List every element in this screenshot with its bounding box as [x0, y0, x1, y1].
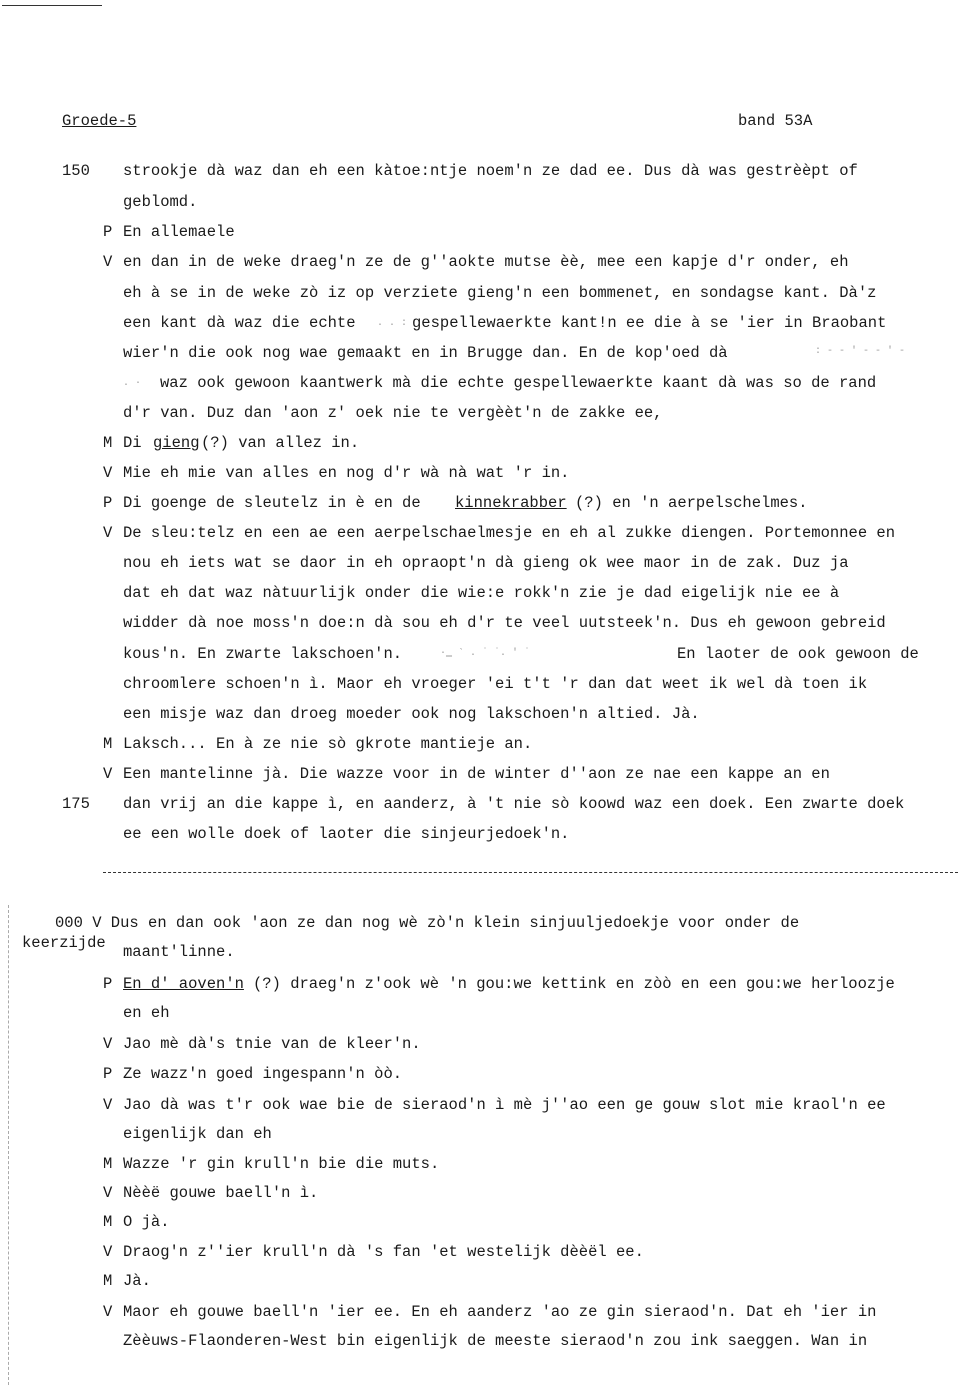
- text-line: maant'linne.: [123, 943, 235, 961]
- section-divider: [103, 872, 958, 873]
- text-line: dan vrij an die kappe ì, en aanderz, à 't nie sò koowd waz een doek. Een zwarte doek: [123, 795, 905, 813]
- text-segment: Di goenge de sleutelz in è en de: [123, 494, 421, 512]
- speaker-label: V: [103, 524, 113, 542]
- speaker-label: P: [103, 975, 113, 993]
- text-line: strookje dà waz dan eh een kàtoe:ntje noem'n ze dad ee. Dus dà was gestrèèpt of: [123, 162, 858, 180]
- smudge-mark: : - - ' - - ' -: [815, 346, 906, 357]
- speaker-label: M: [103, 1213, 113, 1231]
- text-line: geblomd.: [123, 193, 198, 211]
- text-line: en eh: [123, 1004, 170, 1022]
- line-number-175: 175: [62, 795, 90, 813]
- top-rule: [2, 5, 102, 6]
- text-line: chroomlere schoen'n ì. Maor eh vroeger 'ei t't 'r dan dat weet ik wel dà toen ik: [123, 675, 868, 693]
- text-line: Wazze 'r gin krull'n bie die muts.: [123, 1155, 440, 1173]
- text-line: De sleu:telz en een ae een aerpelschaelmesje en eh al zukke diengen. Portemonnee en: [123, 524, 896, 542]
- underlined-word: En d' aoven'n: [123, 975, 244, 993]
- speaker-label: V: [103, 253, 113, 271]
- text-line: Jao mè dà's tnie van de kleer'n.: [123, 1035, 421, 1053]
- text-line: Draog'n z''ier krull'n dà 's fan 'et westelijk dèèël ee.: [123, 1243, 644, 1261]
- text-segment: (?) van allez in.: [201, 434, 360, 452]
- margin-line: [8, 905, 9, 1385]
- text-line: Een mantelinne jà. Die wazze voor in de winter d''aon ze nae een kappe an en: [123, 765, 830, 783]
- text-line: nou eh iets wat se daor in eh opraopt'n dà gieng ok wee maor in de zak. Duz ja: [123, 554, 849, 572]
- header-right: band 53A: [738, 112, 813, 130]
- header-left: Groede-5: [62, 112, 137, 130]
- underlined-word: gieng: [153, 434, 200, 452]
- text-line: ee een wolle doek of laoter die sinjeurjedoek'n.: [123, 825, 570, 843]
- text-line: een misje waz dan droeg moeder ook nog lakschoen'n altied. Jà.: [123, 705, 700, 723]
- speaker-label: V: [103, 1096, 113, 1114]
- text-segment: En laoter de ook gewoon de: [677, 645, 919, 663]
- text-line: en dan in de weke draeg'n ze de g''aokte mutse èè, mee een kapje d'r onder, eh: [123, 253, 849, 271]
- speaker-label: M: [103, 434, 113, 452]
- text-line: eh à se in de weke zò iz op verziete gieng'n een bommenet, en sondagse kant. Dà'z: [123, 284, 877, 302]
- text-line: dat eh dat waz nàtuurlijk onder die wie:e rokk'n zie je dad eigelijk nie ee à: [123, 584, 840, 602]
- text-line: Jà.: [123, 1272, 151, 1290]
- line-number-150: 150: [62, 162, 90, 180]
- text-line: 000 V Dus en dan ook 'aon ze dan nog wè zò'n klein sinjuuljedoekje voor onder de: [55, 914, 800, 932]
- text-line: O jà.: [123, 1213, 170, 1231]
- text-segment: (?) draeg'n z'ook wè 'n gou:we kettink en zòò en een gou:we herloozje: [253, 975, 895, 993]
- text-line: Maor eh gouwe baell'n 'ier ee. En eh aanderz 'ao ze gin sieraod'n. Dat eh 'ier in: [123, 1303, 877, 1321]
- speaker-label: V: [103, 1243, 113, 1261]
- speaker-label: P: [103, 1065, 113, 1083]
- speaker-label: V: [103, 464, 113, 482]
- underlined-word: kinnekrabber: [455, 494, 567, 512]
- text-line: En allemaele: [123, 223, 235, 241]
- speaker-label: M: [103, 1155, 113, 1173]
- text-segment: kous'n. En zwarte lakschoen'n.: [123, 645, 403, 663]
- speaker-label: V: [103, 1035, 113, 1053]
- text-line: eigenlijk dan eh: [123, 1125, 272, 1143]
- speaker-label: M: [103, 1272, 113, 1290]
- text-line: Ze wazz'n goed ingespann'n òò.: [123, 1065, 403, 1083]
- speaker-label: P: [103, 223, 113, 241]
- text-line: Laksch... En à ze nie sò gkrote mantieje an.: [123, 735, 533, 753]
- text-line: gespellewaerkte kant!n ee die à se 'ier in Braobant: [412, 314, 887, 332]
- text-line: Zèèuws-Flaonderen-West bin eigenlijk de meeste sieraod'n zou ink saeggen. Wan in: [123, 1332, 868, 1350]
- text-line: waz ook gewoon kaantwerk mà die echte gespellewaerkte kaant dà was so de rand: [160, 374, 877, 392]
- smudge-mark: . ·: [123, 378, 142, 389]
- text-segment: Di: [123, 434, 142, 452]
- speaker-label: V: [103, 1303, 113, 1321]
- margin-note: keerzijde: [22, 934, 106, 952]
- smudge-mark: . . :: [377, 318, 408, 329]
- smudge-mark: ·‗ ‵ . ˙ ˙. ' ˙: [440, 648, 531, 659]
- text-line: d'r van. Duz dan 'aon z' oek nie te vergèèt'n de zakke ee,: [123, 404, 663, 422]
- speaker-label: V: [103, 1184, 113, 1202]
- speaker-label: P: [103, 494, 113, 512]
- text-segment: (?) en 'n aerpelschelmes.: [575, 494, 808, 512]
- text-line: Mie eh mie van alles en nog d'r wà nà wat 'r in.: [123, 464, 570, 482]
- text-line: Nèèë gouwe baell'n ì.: [123, 1184, 319, 1202]
- text-line: widder dà noe moss'n doe:n dà sou eh d'r te veel uutsteek'n. Dus eh gewoon gebreid: [123, 614, 886, 632]
- text-line: een kant dà waz die echte: [123, 314, 356, 332]
- text-line: Jao dà was t'r ook wae bie de sieraod'n ì mè j''ao een ge gouw slot mie kraol'n ee: [123, 1096, 886, 1114]
- text-line: wier'n die ook nog wae gemaakt en in Brugge dan. En de kop'oed dà: [123, 344, 728, 362]
- speaker-label: M: [103, 735, 113, 753]
- speaker-label: V: [103, 765, 113, 783]
